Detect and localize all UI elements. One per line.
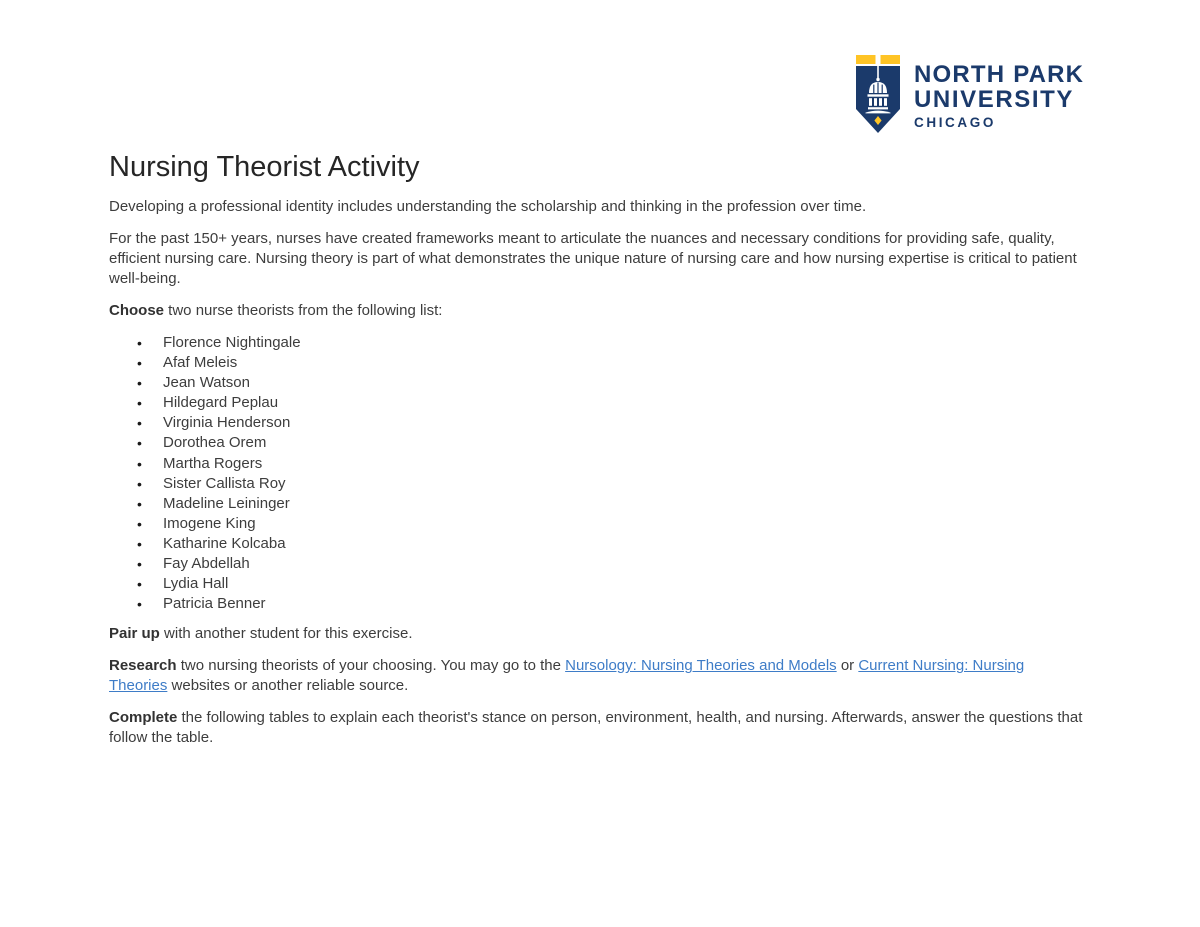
complete-paragraph [109, 708, 1086, 748]
research-label: Research [109, 657, 177, 675]
current-nursing-link[interactable]: Current Nursing: Nursing Theories [109, 657, 1025, 695]
research-text-3: websites or another reliable source. [167, 677, 409, 695]
theorist-list-item [109, 474, 1086, 494]
theorist-list [109, 333, 1086, 614]
theorist-name: Lydia Hall [163, 575, 229, 593]
north-park-university-logo [856, 55, 1084, 135]
choose-label: Choose [109, 302, 165, 319]
theorist-name: Sister Callista Roy [163, 474, 286, 492]
theorist-list-item [109, 373, 1086, 393]
theorist-list-item [109, 574, 1086, 594]
university-shield-icon [856, 55, 900, 135]
theorist-list-item [109, 353, 1086, 373]
theorist-name: Jean Watson [163, 374, 250, 392]
theorist-list-item [109, 393, 1086, 413]
bullet-icon: • [137, 515, 142, 532]
theorist-name: Katharine Kolcaba [163, 534, 286, 552]
wordmark-line-north-park: NORTH PARK [914, 61, 1085, 88]
bullet-icon: • [137, 535, 142, 552]
wordmark-line-chicago: CHICAGO [914, 115, 996, 130]
theorist-list-item [109, 534, 1086, 554]
bullet-icon: • [137, 375, 142, 392]
document-body [109, 150, 1086, 760]
bullet-icon: • [137, 455, 142, 472]
theorist-name: Fay Abdellah [163, 555, 250, 573]
theorist-name: Virginia Henderson [163, 414, 291, 432]
theorist-list-item [109, 594, 1086, 614]
theorist-list-item [109, 413, 1086, 433]
pair-up-label: Pair up [109, 625, 160, 643]
theorist-list-item [109, 554, 1086, 574]
pair-up-text: with another student for this exercise. [159, 625, 413, 643]
wordmark-line-university: UNIVERSITY [914, 86, 1075, 113]
bullet-icon: • [137, 596, 142, 613]
background-paragraph: For the past 150+ years, nurses have created frameworks meant to articulate the nuances and necessary conditions for providing safe, quality, efficient nursing care. Nursing theory is part of what demonstrates the unique nature of nursing care and how nursing expertise is critical to patient well-being. [109, 230, 1077, 287]
theorist-list-item [109, 433, 1086, 453]
theorist-name: Hildegard Peplau [163, 394, 279, 412]
page-title: Nursing Theorist Activity [109, 151, 420, 183]
nursology-link[interactable]: Nursology: Nursing Theories and Models [565, 657, 837, 675]
bullet-icon: • [137, 415, 142, 432]
intro-paragraph: Developing a professional identity includes understanding the scholarship and thinking in the profession over time. [109, 198, 867, 215]
theorist-name: Madeline Leininger [163, 494, 290, 512]
bullet-icon: • [137, 355, 142, 372]
research-paragraph [109, 656, 1086, 696]
complete-label: Complete [109, 709, 178, 727]
theorist-name: Florence Nightingale [163, 334, 301, 351]
complete-text: the following tables to explain each theorist's stance on person, environment, health, and nursing. Afterwards, answer the questions that follow the table. [109, 709, 1083, 747]
theorist-list-item [109, 494, 1086, 514]
bullet-icon: • [137, 495, 142, 512]
university-wordmark [914, 55, 1084, 131]
theorist-name: Dorothea Orem [163, 434, 267, 452]
bullet-icon: • [137, 475, 142, 492]
theorist-name: Martha Rogers [163, 454, 263, 472]
research-text-2: or [836, 657, 859, 675]
bullet-icon: • [137, 395, 142, 412]
research-text-1: two nursing theorists of your choosing. You may go to the [176, 657, 566, 675]
theorist-name: Imogene King [163, 514, 256, 532]
theorist-list-item [109, 514, 1086, 534]
theorist-list-item [109, 454, 1086, 474]
theorist-name: Patricia Benner [163, 595, 266, 613]
bullet-icon: • [137, 335, 142, 351]
bullet-icon: • [137, 556, 142, 573]
bullet-icon: • [137, 435, 142, 452]
theorist-name: Afaf Meleis [163, 354, 238, 372]
pair-up-paragraph [109, 624, 1086, 644]
theorist-list-item [109, 333, 1086, 353]
bullet-icon: • [137, 576, 142, 593]
choose-text: two nurse theorists from the following list: [164, 302, 443, 319]
choose-paragraph [109, 301, 1086, 321]
